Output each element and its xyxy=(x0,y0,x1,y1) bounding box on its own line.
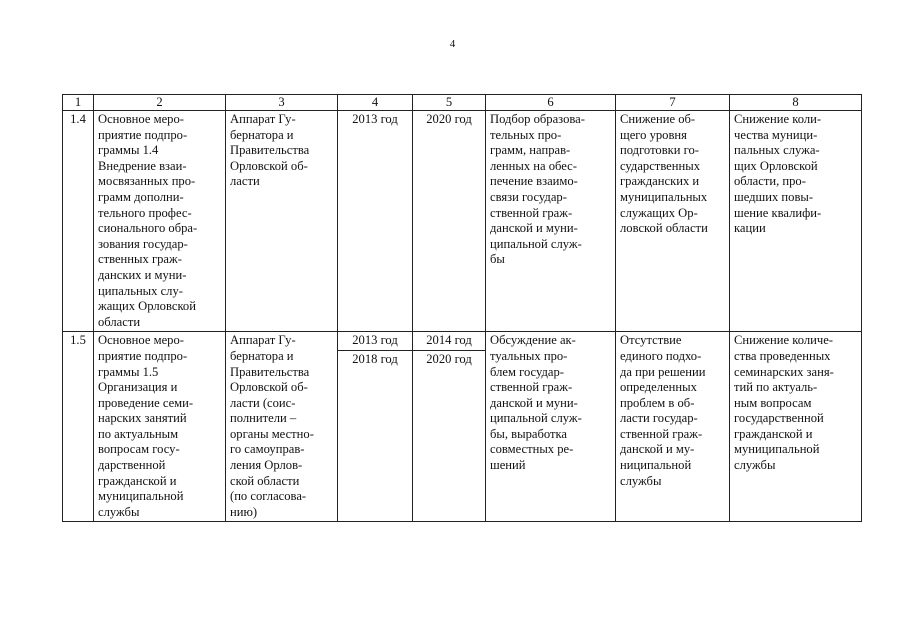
text-line: зования государ- xyxy=(98,236,188,251)
text-line: определенных xyxy=(620,380,697,395)
text-line: государственной xyxy=(734,411,824,426)
consequence-cell xyxy=(616,111,730,332)
page-number: 4 xyxy=(449,38,456,50)
header-cell: 6 xyxy=(486,95,616,111)
end-year-2: 2020 год xyxy=(426,351,472,366)
text-line: граммы 1.4 xyxy=(98,143,159,158)
text-line: приятие подпро- xyxy=(98,348,188,363)
text-line: проведение семи- xyxy=(98,395,194,410)
text-line: органы местно- xyxy=(230,426,314,441)
text-line: Подбор образова- xyxy=(490,112,585,126)
measure-name-cell xyxy=(94,332,226,522)
end-year-cell: 2020 год xyxy=(413,111,486,332)
text-line: Снижение об- xyxy=(620,112,696,126)
header-cell: 4 xyxy=(338,95,413,111)
text-line: блем государ- xyxy=(490,364,564,379)
text-line: нию) xyxy=(230,504,258,519)
text-line: данской и му- xyxy=(620,442,695,457)
text-line: ципальной служ- xyxy=(490,411,582,426)
end-year-1: 2014 год xyxy=(413,332,485,351)
text-line: ласти государ- xyxy=(620,411,698,426)
table-row xyxy=(63,111,862,332)
text-line: туальных про- xyxy=(490,348,568,363)
content-cell xyxy=(486,332,616,522)
header-cell: 7 xyxy=(616,95,730,111)
text-line: Орловской об- xyxy=(230,380,308,395)
text-line: службы xyxy=(734,458,776,473)
text-line: дарственной xyxy=(98,458,166,473)
text-line: ниципальной xyxy=(620,458,692,473)
text-line: грамм, направ- xyxy=(490,143,571,158)
text-line: данских и муни- xyxy=(98,267,187,282)
text-line: тельного профес- xyxy=(98,205,192,220)
text-line: совместных ре- xyxy=(490,442,574,457)
header-row xyxy=(63,95,862,111)
content-cell xyxy=(486,111,616,332)
text-line: гражданской и xyxy=(734,426,813,441)
text-line: Орловской об- xyxy=(230,158,308,173)
text-line: пальных служа- xyxy=(734,143,820,158)
text-line: служащих Ор- xyxy=(620,205,698,220)
text-line: семинарских заня- xyxy=(734,364,834,379)
executor-cell xyxy=(226,111,338,332)
text-line: единого подхо- xyxy=(620,348,702,363)
text-line: (по согласова- xyxy=(230,489,307,504)
header-cell: 5 xyxy=(413,95,486,111)
text-line: Основное меро- xyxy=(98,333,184,348)
text-line: связи государ- xyxy=(490,189,567,204)
text-line: шений xyxy=(490,458,526,473)
text-line: тий по актуаль- xyxy=(734,380,818,395)
text-line: мосвязанных про- xyxy=(98,174,196,189)
text-line: чества муници- xyxy=(734,127,818,142)
text-line: Организация и xyxy=(98,380,178,395)
text-line: ственной граж- xyxy=(490,205,573,220)
text-line: ласти xyxy=(230,174,260,189)
text-line: службы xyxy=(620,473,662,488)
header-cell: 8 xyxy=(730,95,862,111)
text-line: бернатора и xyxy=(230,348,294,363)
text-line: сударственных xyxy=(620,158,701,173)
text-line: приятие подпро- xyxy=(98,127,188,142)
consequence-cell xyxy=(616,332,730,522)
text-line: данской и муни- xyxy=(490,395,578,410)
text-line: щих Орловской xyxy=(734,158,818,173)
start-year-cell xyxy=(338,332,413,522)
text-line: бы, выработка xyxy=(490,426,568,441)
text-line: Аппарат Гу- xyxy=(230,112,296,126)
text-line: Внедрение взаи- xyxy=(98,158,187,173)
text-line: ственных граж- xyxy=(98,252,182,267)
text-line: нарских занятий xyxy=(98,411,187,426)
text-line: грамм дополни- xyxy=(98,189,184,204)
text-line: ленных на обес- xyxy=(490,158,577,173)
text-line: тельных про- xyxy=(490,127,562,142)
text-line: Обсуждение ак- xyxy=(490,333,576,348)
text-line: ства проведенных xyxy=(734,348,831,363)
row-number: 1.4 xyxy=(63,111,94,332)
start-year-2: 2018 год xyxy=(352,351,398,366)
text-line: ления Орлов- xyxy=(230,458,303,473)
plan-table xyxy=(62,94,862,522)
text-line: данской и муни- xyxy=(490,221,578,236)
text-line: бы xyxy=(490,252,505,267)
text-line: муниципальной xyxy=(98,489,184,504)
text-line: области xyxy=(98,314,141,329)
text-line: Снижение коли- xyxy=(734,112,822,126)
text-line: бернатора и xyxy=(230,127,294,142)
header-cell: 2 xyxy=(94,95,226,111)
text-line: граммы 1.5 xyxy=(98,364,159,379)
measure-name-cell xyxy=(94,111,226,332)
text-line: проблем в об- xyxy=(620,395,695,410)
text-line: Правительства xyxy=(230,143,310,158)
start-year-cell: 2013 год xyxy=(338,111,413,332)
start-year-1: 2013 год xyxy=(338,332,412,351)
text-line: Основное меро- xyxy=(98,112,184,126)
text-line: Правительства xyxy=(230,364,310,379)
text-line: печение взаимо- xyxy=(490,174,578,189)
text-line: го самоуправ- xyxy=(230,442,305,457)
text-line: ным вопросам xyxy=(734,395,812,410)
text-line: ловской области xyxy=(620,221,708,236)
text-line: муниципальной xyxy=(734,442,820,457)
text-line: сионального обра- xyxy=(98,221,198,236)
text-line: Отсутствие xyxy=(620,333,682,348)
end-year-cell xyxy=(413,332,486,522)
text-line: области, про- xyxy=(734,174,806,189)
text-line: Снижение количе- xyxy=(734,333,833,348)
text-line: муниципальных xyxy=(620,189,708,204)
text-line: жащих Орловской xyxy=(98,299,196,314)
text-line: ственной граж- xyxy=(620,426,703,441)
text-line: гражданской и xyxy=(98,473,177,488)
row-number: 1.5 xyxy=(63,332,94,522)
table-row xyxy=(63,332,862,522)
text-line: Аппарат Гу- xyxy=(230,333,296,348)
text-line: по актуальным xyxy=(98,426,179,441)
text-line: подготовки го- xyxy=(620,143,699,158)
text-line: шение квалифи- xyxy=(734,205,822,220)
text-line: вопросам госу- xyxy=(98,442,180,457)
text-line: службы xyxy=(98,504,140,519)
executor-cell xyxy=(226,332,338,522)
text-line: гражданских и xyxy=(620,174,700,189)
text-line: ласти (соис- xyxy=(230,395,296,410)
text-line: ципальных слу- xyxy=(98,283,183,298)
text-line: полнители – xyxy=(230,411,297,426)
text-line: щего уровня xyxy=(620,127,687,142)
text-line: да при решении xyxy=(620,364,706,379)
text-line: ципальной служ- xyxy=(490,236,582,251)
text-line: кации xyxy=(734,221,766,236)
header-cell: 1 xyxy=(63,95,94,111)
text-line: шедших повы- xyxy=(734,189,814,204)
text-line: ственной граж- xyxy=(490,380,573,395)
header-cell: 3 xyxy=(226,95,338,111)
text-line: ской области xyxy=(230,473,300,488)
indicator-cell xyxy=(730,332,862,522)
indicator-cell xyxy=(730,111,862,332)
